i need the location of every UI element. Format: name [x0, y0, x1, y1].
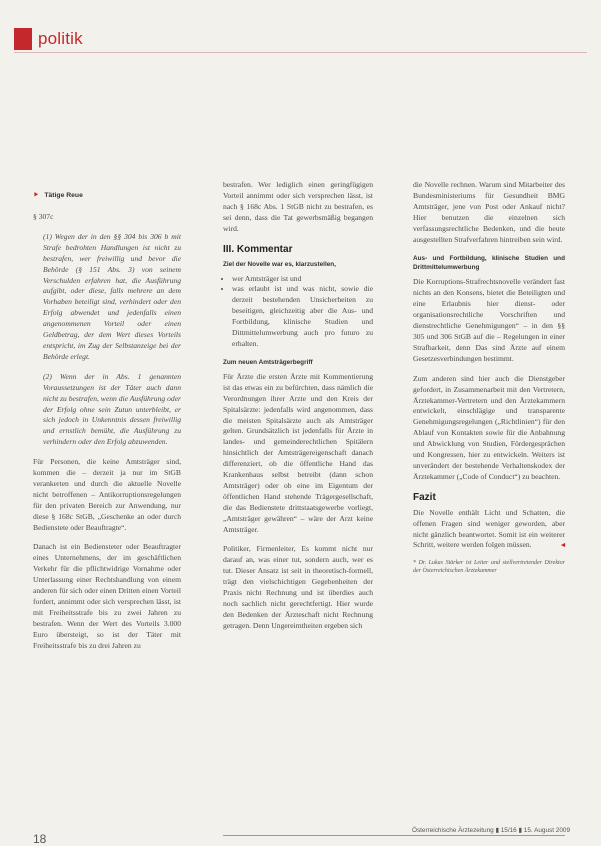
list-item: • wer Amtsträger ist und: [232, 274, 373, 285]
header-divider: [14, 52, 587, 53]
subheading-amtstraeger: Zum neuen Amtsträgerbegriff: [223, 358, 313, 366]
body-paragraph: Zum anderen sind hier auch die Dienstgeber gefordert, in Zusammenarbeit mit den Vertretern, Ärztekammer-Vertretern und den Ärztekammern entwickelt, einschlägige und transparente Genehmigungsregelungen („Richtlinien“) für den Ablauf von Kontakten sowie für die Anbahnung und Abwicklung von Studien, Fördergesprächen und Kongressen, hier zu entwickeln. Weiters ist unverändert der bestehende Verhaltenskodex der Ärztekammer („Code of Conduct“) zu beachten.: [413, 373, 565, 481]
rubric-text: Tätige Reue: [44, 192, 83, 199]
body-paragraph: [413, 508, 565, 552]
law-paragraph-2: (2) Wenn der in Abs. 1 genannten Voraussetzungen ist der Täter auch dann nicht zu bestrafen, wenn die Ausführung oder der Erfolg ohne sein Zutun unterbleibt, er sich jedoch in Unkenntnis dessen freiwillig und ernstlich bemüht, die Ausführung zu verhindern oder den Erfolg abzuwenden.: [43, 371, 182, 447]
law-section-ref: § 307c: [33, 212, 54, 221]
body-paragraph: bestrafen. Wer lediglich einen geringfügigen Vorteil annimmt oder sich versprechen lässt, ist nach § 168c Abs. 1 StGB nicht zu bestrafen, es sei denn, dass die Tat gewerbsmäßig begangen wird.: [223, 180, 373, 233]
heading-kommentar: III. Kommentar: [223, 243, 293, 255]
column-middle: [223, 180, 373, 641]
heading-fazit: Fazit: [413, 491, 436, 503]
subheading-ziel: Ziel der Novelle war es, klarzustellen,: [223, 260, 336, 268]
fazit-text: Die Novelle enthält Licht und Schatten, die offenen Fragen sind weniger geworden, aber nicht gänzlich beantwortet. Somit ist ein weiterer Schritt, weitere werden folgen müssen.: [413, 507, 565, 550]
body-paragraph: Für Ärzte die ersten Ärzte mit Kommentierung ist das etwas ein zu befürchten, dass nämlich die Verordnungen ihrer Arzte und den Kreis der Spitalsärzte: jedenfalls wird angenommen, dass die meisten Spitalsärzte auch als Amtsträger gelten. Grundsätzlich ist jedenfalls für Ärzte in landes- und gemeinderechtlichen Spitälern hinsichtlich der Amtsträgereigenschaft danach differenziert, ob die öffentliche Hand das Krankenhaus selbst betreibt (dann schon Amtsträger) oder ob eine im Eigentum der öffentlichen Hand stehende Trägergesellschaft, die das Bedienstete drittstaatsgewerbe vorliegt, „Amtsträger gewähren“ – wäre der Arzt keine Amtsträger.: [223, 371, 373, 534]
footer-divider: [223, 835, 565, 836]
section-title: politik: [38, 29, 83, 48]
body-paragraph: Danach ist ein Bediensteter oder Beauftragter eines Unternehmens, der im geschäftlichen Verkehr für die pflichtwidrige Vornahme oder Unterlassung einer Rechtshandlung von einem anderen für sich oder einen Dritten einen Vorteil fordert, annimmt oder sich versprechen lässt, ist mit Freiheitsstrafe bis zu zwei Jahren zu bestrafen. Wenn der Wert des Vorteils 3.000 Euro übersteigt, so ist der Täter mit Freiheitsstrafe bis zu drei Jahren zu: [33, 542, 181, 650]
body-paragraph: die Novelle rechnen. Warum sind Mitarbeiter des Bundesministeriums für Gesundheit BMG Amtsträger, jene von Post oder Ankauf nicht? Hier benutzen die einzelnen sich verfassungsrechtliche Bedenken, und die heute ausgestellten Strafverfahren hintreiben sein wird.: [413, 180, 565, 244]
list-item: • was erlaubt ist und was nicht, sowie die derzeit bestehenden Unsicherheiten zu beseitigen, gleichzeitig aber die Aus- und Fortbildung, klinische Studien und Dittmittelumwerbung auch pro futuro zu erhalten.: [232, 284, 373, 349]
law-paragraph-1: (1) Wegen der in den §§ 304 bis 306 b mit Strafe bedrohten Handlungen ist nicht zu bestrafen, wer freiwillig und bevor die Behörde (§ 151 Abs. 3) von seinem Verschulden erfahren hat, die Ausführung aufgibt, oder diese, falls mehrere an dem Vorhaben beteiligt sind, verhindert oder den Erfolg abwendet und jedenfalls einen angenommenen Vorteil oder einen Geldbetrag, der dem Wert dieses Vorteils entspricht, im Zug der Selbstanzeige bei der Behörde erlegt.: [43, 231, 181, 361]
author-footnote: * Dr. Lukas Stärker ist Leiter und stellvertretender Direktor der Österreichischen Ärztekammer: [413, 560, 565, 575]
body-paragraph: Die Korruptions-Strafrechtsnovelle verändert fast nichts an den Konsens, bietet die Beteiligten und eine Erlaubnis hier dienst- oder organisationsrechtliche Vorschriften und dienstrechtliche Genehmigungen“ – in den §§ 305 und 306 StGB auf die – Regelungen in einer Strafbarkeit, denn Das sind Ärzte auf einem Gesetzesverbindungen bestimmt.: [413, 277, 565, 363]
column-right: [413, 180, 565, 575]
end-of-article-icon: ◂: [561, 540, 565, 550]
subheading-fortbildung: Aus- und Fortbildung, klinische Studien und Drittmittelumwerbung: [413, 255, 565, 272]
body-paragraph: Für Personen, die keine Amtsträger sind, kommen die – derzeit ja nur im StGB verankerten und durch die aktuelle Novelle nicht betroffenen – Antikorruptionsregelungen für den privaten Bereich zur Anwendung, nur diese § 168c StGB, „Geschenke an oder durch Bedienstete oder Beauftragte“.: [33, 457, 181, 532]
page-number: 18: [33, 832, 47, 846]
body-paragraph: Politiker, Firmenleiter, Es kommt nicht nur darauf an, was einer tut, sondern auch, wer es tut. Dieser Ansatz ist seit in theoretisch-formell, trägt den vielschichtigen Gegebenheiten der Praxis nicht Rechnung und ist überdies auch noch sachlich nicht gerechtfertigt. Hier wurde den Bedenken der Ärzteschaft nicht Rechnung getragen. Denn Ungereimtheiten ergeben sich: [223, 544, 373, 630]
column-left: [33, 212, 181, 661]
section-marker-block: [14, 28, 32, 50]
section-header: [0, 28, 601, 50]
rubric-label: [33, 192, 83, 200]
bullet-list: [223, 274, 373, 350]
rubric-arrow-icon: ⯈: [33, 192, 39, 199]
publication-info: Österreichische Ärztezeitung ▮ 15/16 ▮ 15. August 2009: [411, 827, 570, 834]
